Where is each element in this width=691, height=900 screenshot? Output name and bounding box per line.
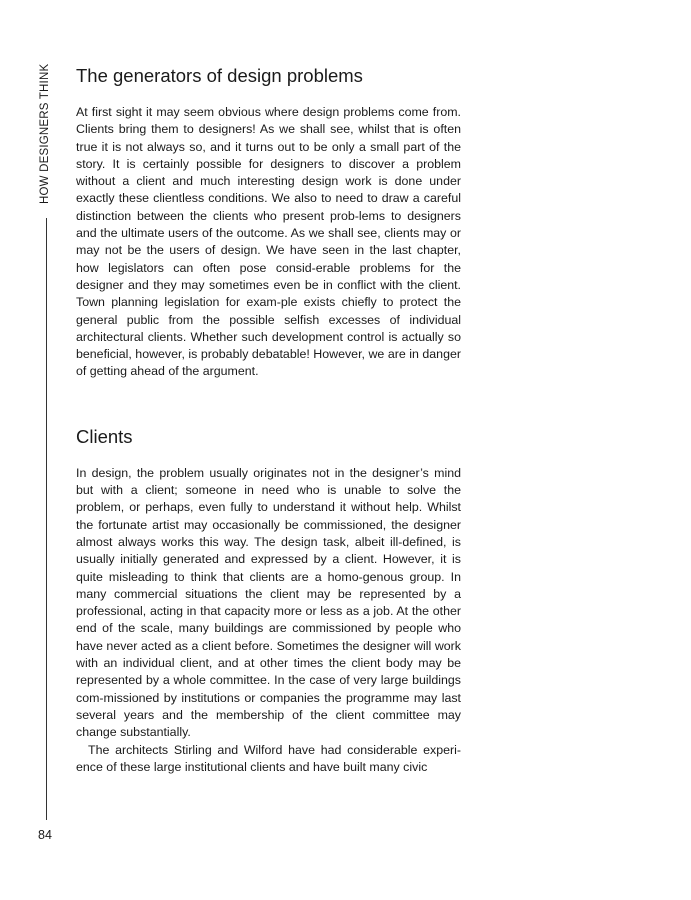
page-body <box>76 64 461 776</box>
side-rule <box>46 218 47 820</box>
section-heading-generators: The generators of design problems <box>76 65 363 86</box>
section-heading-clients: Clients <box>76 425 133 447</box>
paragraph-clients-2: The architects Stirling and Wilford have had considerable experi-ence of these large institutional clients and have built many civic <box>76 742 461 774</box>
page-number: 84 <box>38 828 52 842</box>
paragraph-clients-1: In design, the problem usually originates not in the designer’s mind but with a client; someone in need who is unable to solve the problem, or perhaps, even fully to understand it without help. Whilst the fortunate artist may occasionally be commissioned, the designer almost always works this way. The design task, albeit ill-defined, is usually initially generated and expressed by a client. However, it is quite misleading to think that clients are a homo-genous group. In many commercial situations the client may be represented by a professional, acting in that capacity more or less as a job. At the other end of the scale, many buildings are commissioned by people who have never acted as a client before. Sometimes the designer will work with an individual client, and at other times the client body may be represented by a whole committee. In the case of very large buildings com-missioned by institutions or companies the programme may last several years and the membership of the client committee may change substantially. <box>76 465 461 740</box>
running-head-text: HOW DESIGNERS THINK <box>39 63 51 204</box>
paragraph-generators-1: At first sight it may seem obvious where design problems come from. Clients bring them to designers! As we shall see, whilst that is often true it is not always so, and it turns out to be only a small part of the story. It is certainly possible for designers to discover a problem without a client and much interesting design work is done under exactly these clientless conditions. We also to need to draw a careful distinction between the clients who present prob-lems to designers and the ultimate users of the outcome. As we shall see, clients may or may not be the users of design. We have seen in the last chapter, how legislators can often pose consid-erable problems for the designer and they may sometimes even be in conflict with the client. Town planning legislation for exam-ple exists chiefly to protect the general public from the possible selfish excesses of individual architectural clients. Whether such development control is actually so beneficial, however, is probably debatable! However, we are in danger of getting ahead of the argument. <box>76 105 461 379</box>
